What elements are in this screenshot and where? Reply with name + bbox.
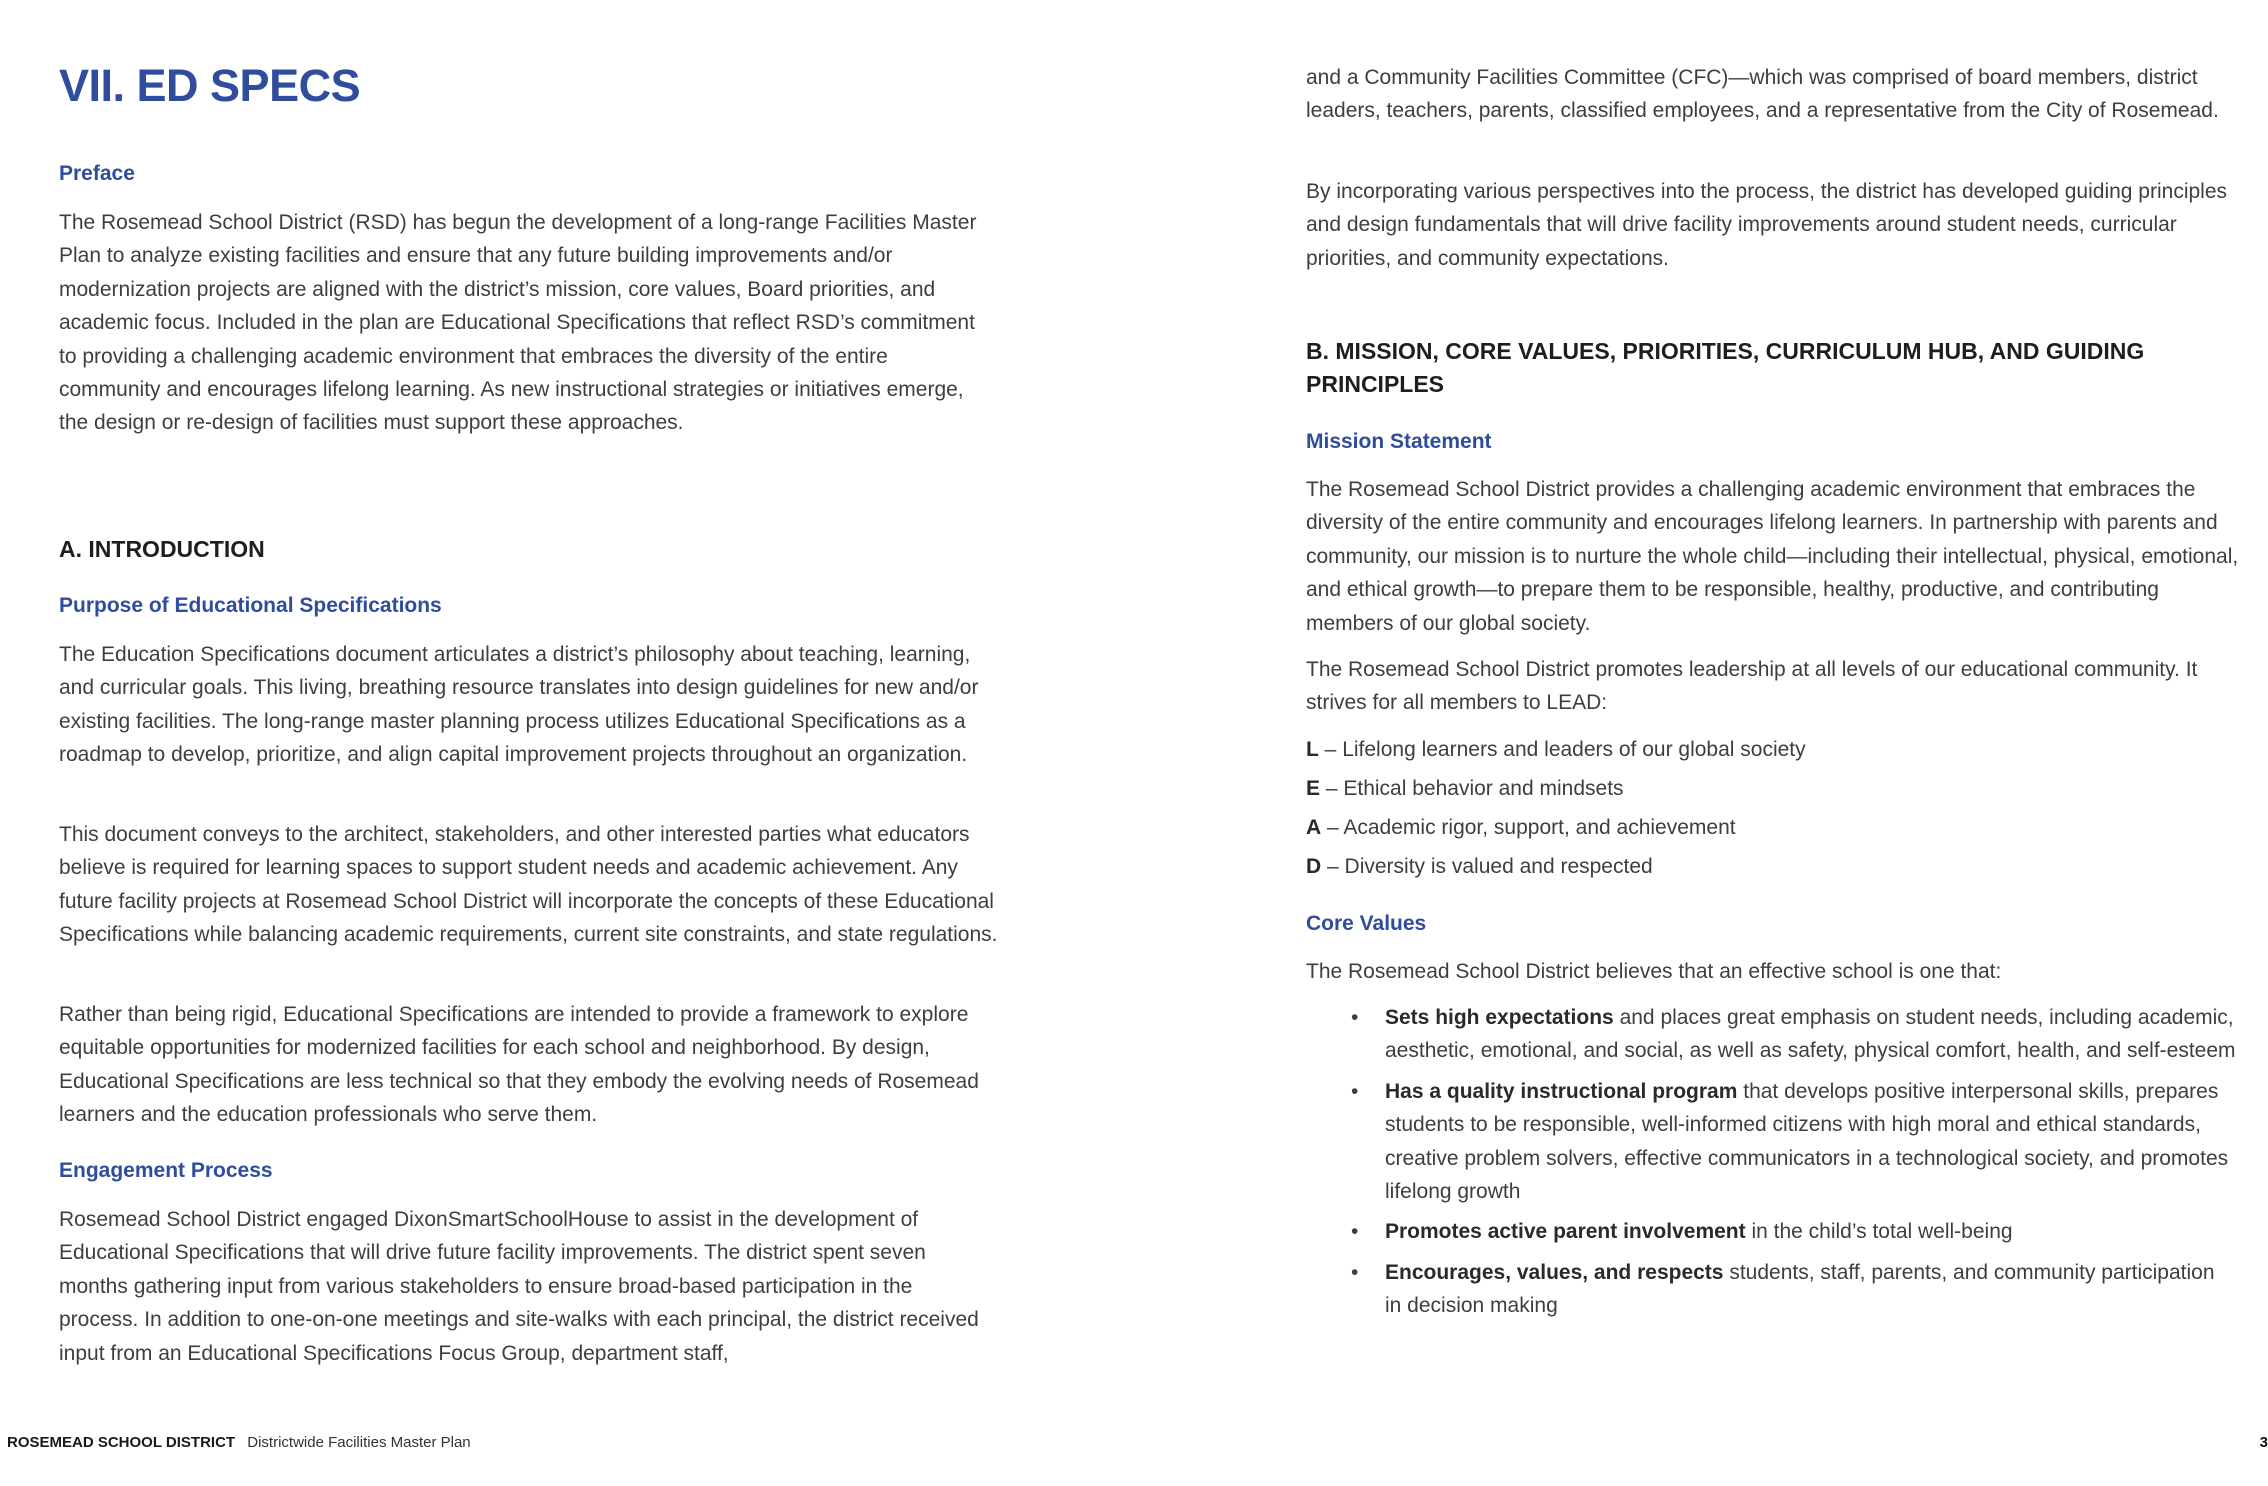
- core-value-item: [1351, 1215, 2236, 1248]
- core-values-list: [1351, 1001, 2236, 1323]
- perspectives-paragraph: By incorporating various perspectives into the process, the district has developed guiding principles and design fundamentals that will drive facility improvements around student needs, curricular priorities, and community expectations.: [1306, 180, 2228, 270]
- engagement-heading: Engagement Process: [59, 1159, 273, 1182]
- engagement-paragraph: Rosemead School District engaged DixonSmartSchoolHouse to assist in the development of Educational Specifications that will drive future facility improvements. The district spent seven months gathering input from various stakeholders to ensure broad-based participation in the process. In addition to one-on-one meetings and site-walks with each principal, the district received input from an Educational Specifications Focus Group, department staff,: [59, 1208, 979, 1365]
- footer-document-title: Districtwide Facilities Master Plan: [247, 1434, 471, 1451]
- core-value-text: and places great emphasis on student needs, including academic, aesthetic, emotional, and social, as well as safety, physical comfort, health, and self-esteem: [1385, 1006, 2236, 1063]
- lead-item-e: [1306, 772, 1624, 805]
- lead-text: Diversity is valued and respected: [1344, 855, 1653, 878]
- section-a-heading: A. INTRODUCTION: [59, 536, 265, 562]
- core-value-label: Promotes active parent involvement: [1385, 1220, 1746, 1244]
- lead-separator: –: [1318, 738, 1343, 761]
- page-number: 3: [2259, 1434, 2268, 1451]
- lead-item-a: [1306, 811, 1736, 844]
- bullet-icon: •: [1351, 1260, 1359, 1284]
- lead-letter: A: [1306, 816, 1322, 839]
- purpose-paragraph-1: The Education Specifications document articulates a district’s philosophy about teaching, learning, and curricular goals. This living, breathing resource translates into design guidelines for new and/or existing facilities. The long-range master planning process utilizes Educational Specifications as a roadmap to develop, prioritize, and align capital improvement projects throughout an organization.: [59, 643, 979, 767]
- lead-text: Lifelong learners and leaders of our global society: [1342, 738, 1806, 761]
- core-value-item: [1351, 1001, 2236, 1068]
- core-value-text: that develops positive interpersonal skills, prepares students to be responsible, well-informed citizens with high moral and ethical standards, creative problem solvers, effective communicators in a technological society, and promotes lifelong growth: [1385, 1079, 2229, 1204]
- leadership-paragraph: The Rosemead School District promotes leadership at all levels of our educational community. It strives for all members to LEAD:: [1306, 658, 2198, 715]
- page-title: VII. ED SPECS: [59, 60, 361, 111]
- purpose-paragraph-3: Rather than being rigid, Educational Specifications are intended to provide a framework to explore equitable opportunities for modernized facilities for each school and neighborhood. By design, Educational Specifications are less technical so that they embody the evolving needs of Rosemead learners and the education professionals who serve them.: [59, 1003, 979, 1127]
- mission-paragraph: The Rosemead School District provides a challenging academic environment that embraces the diversity of the entire community and encourages lifelong learners. In partnership with parents and community, our mission is to nurture the whole child—including their intellectual, physical, emotional, and ethical growth—to prepare them to be responsible, healthy, productive, and contributing members of our global society.: [1306, 478, 2239, 635]
- bullet-icon: •: [1351, 1220, 1359, 1244]
- engagement-continued-paragraph: and a Community Facilities Committee (CFC)—which was comprised of board members, district leaders, teachers, parents, classified employees, and a representative from the City of Rosemead.: [1306, 66, 2219, 123]
- lead-letter: L: [1306, 738, 1319, 761]
- mission-heading: Mission Statement: [1306, 430, 1492, 453]
- bullet-icon: •: [1351, 1079, 1359, 1103]
- purpose-paragraph-2: This document conveys to the architect, stakeholders, and other interested parties what educators believe is required for learning spaces to support student needs and academic achievement. Any future facility projects at Rosemead School District will incorporate the concepts of these Educational Specifications while balancing academic requirements, current site constraints, and state regulations.: [59, 823, 998, 947]
- lead-item-d: [1306, 850, 1653, 883]
- lead-text: Academic rigor, support, and achievement: [1343, 816, 1736, 839]
- lead-item-l: [1306, 733, 1806, 766]
- lead-letter: E: [1306, 777, 1321, 800]
- core-value-text: in the child’s total well-being: [1745, 1220, 2013, 1244]
- core-value-text: students, staff, parents, and community participation in decision making: [1385, 1260, 2215, 1318]
- core-values-intro: The Rosemead School District believes that an effective school is one that:: [1306, 960, 2002, 983]
- core-values-heading: Core Values: [1306, 912, 1427, 935]
- core-value-item: [1351, 1256, 2236, 1323]
- bullet-icon: •: [1351, 1006, 1359, 1029]
- core-value-label: Sets high expectations: [1385, 1006, 1614, 1029]
- section-b-heading: B. MISSION, CORE VALUES, PRIORITIES, CURRICULUM HUB, AND GUIDING PRINCIPLES: [1306, 338, 2145, 397]
- preface-heading: Preface: [59, 162, 135, 185]
- lead-letter: D: [1306, 855, 1322, 878]
- core-value-item: [1351, 1075, 2236, 1209]
- lead-text: Ethical behavior and mindsets: [1343, 777, 1624, 800]
- lead-separator: –: [1320, 777, 1344, 800]
- lead-separator: –: [1321, 816, 1344, 839]
- preface-paragraph: The Rosemead School District (RSD) has begun the development of a long-range Facilities Master Plan to analyze existing facilities and ensure that any future building improvements and/or modernization projects are aligned with the district’s mission, core values, Board priorities, and academic focus. Included in the plan are Educational Specifications that reflect RSD’s commitment to providing a challenging academic environment that embraces the diversity of the entire community and encourages lifelong learning. As new instructional strategies or initiatives emerge, the design or re-design of facilities must support these approaches.: [59, 211, 977, 435]
- lead-separator: –: [1321, 855, 1345, 878]
- footer: [7, 1434, 471, 1451]
- footer-org-name: ROSEMEAD SCHOOL DISTRICT: [7, 1434, 236, 1451]
- core-value-label: Encourages, values, and respects: [1385, 1260, 1724, 1284]
- purpose-heading: Purpose of Educational Specifications: [59, 594, 442, 617]
- core-value-label: Has a quality instructional program: [1385, 1079, 1738, 1103]
